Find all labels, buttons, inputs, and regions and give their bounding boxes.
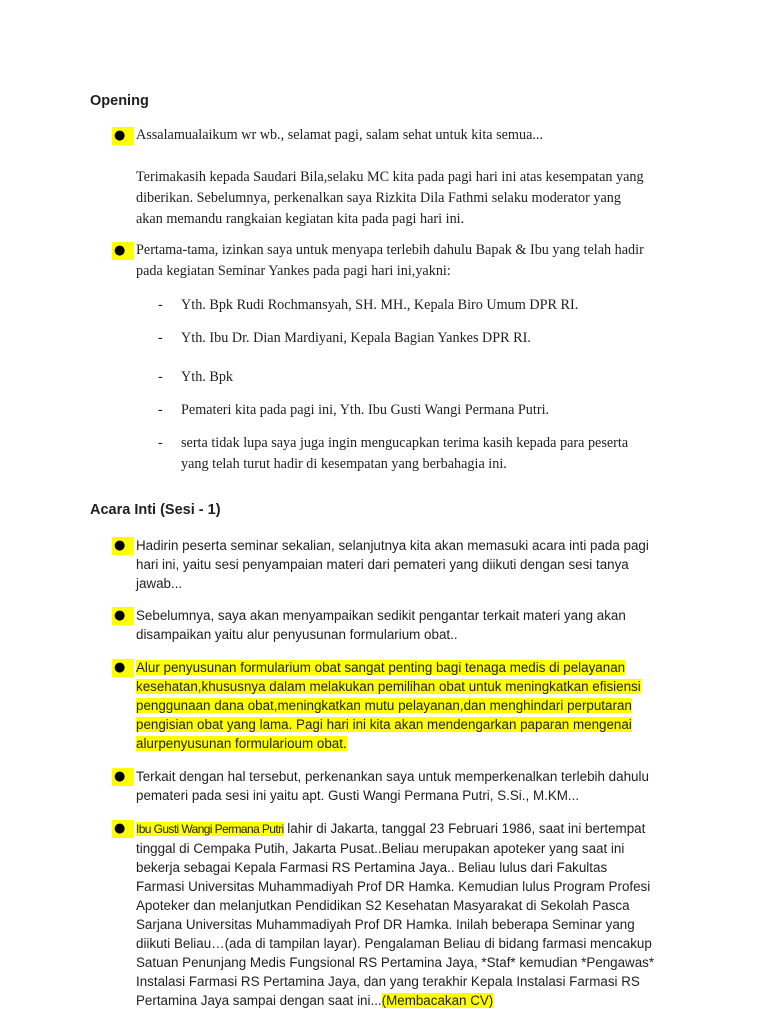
list-dash: -	[158, 297, 163, 313]
acara-paragraph: Hadirin peserta seminar sekalian, selanjutnya kita akan memasuki acara inti pada pagi hari ini, yaitu sesi penyampaian materi dari pemateri yang diikuti dengan sesi tanya jawab...	[136, 538, 649, 591]
bullet-marker: ●	[112, 537, 134, 555]
speaker-bio-text: lahir di Jakarta, tanggal 23 Februari 1986, saat ini bertempat tinggal di Cempaka Putih, Jakarta Pusat..Beliau merupakan apoteker yang saat ini bekerja sebagai Kepala Farmasi RS Pertamina Jaya.. Beliau lulus dari Fakultas Farmasi Universitas Muhammadiyah Prof DR Hamka. Kemudian lulus Program Profesi Apoteker dan melanjutkan Pendidikan S2 Kesehatan Masyarakat di Sekolah Pasca Sarjana Universitas Muhammadiyah Prof DR Hamka. Inilah beberapa Seminar yang diikuti Beliau…(ada di tampilan layar). Pengalaman Beliau di bidang farmasi mencakup Satuan Penunjang Medis Fungsional RS Pertamina Jaya, *Staf* kemudian *Pengawas* Instalasi Farmasi RS Pertamina Jaya, dan yang terakhir Kepala Instalasi Farmasi RS Pertamina Jaya sampai dengan saat ini...	[136, 821, 655, 1008]
read-cv-note: (Membacakan CV)	[381, 993, 494, 1008]
list-dash: -	[158, 369, 163, 385]
acara-paragraph: Terkait dengan hal tersebut, perkenankan saya untuk memperkenalkan terlebih dahulu pemateri pada sesi ini yaitu apt. Gusti Wangi Permana Putri, S.Si., M.KM...	[136, 769, 649, 803]
section-heading-acara-inti: Acara Inti (Sesi - 1)	[90, 502, 221, 518]
section-heading-opening: Opening	[90, 93, 149, 109]
list-dash: -	[158, 435, 163, 451]
bullet-marker: ●	[112, 607, 134, 625]
guest-item: Yth. Bpk Rudi Rochmansyah, SH. MH., Kepala Biro Umum DPR RI.	[181, 297, 579, 313]
guest-item: Yth. Bpk	[181, 369, 234, 385]
guest-item: Pemateri kita pada pagi ini, Yth. Ibu Gusti Wangi Permana Putri.	[181, 402, 550, 418]
speaker-name-highlighted: Ibu Gusti Wangi Permana Putri	[136, 822, 284, 836]
opening-intro-paragraph: Terimakasih kepada Saudari Bila,selaku MC kita pada pagi hari ini atas kesempatan yang diberikan. Sebelumnya, perkenalkan saya Rizkita Dila Fathmi selaku moderator yang akan memandu rangkaian kegiatan kita pada pagi hari ini.	[136, 169, 644, 227]
list-dash: -	[158, 330, 163, 346]
highlighted-text: Alur penyusunan formularium obat sangat penting bagi tenaga medis di pelayanan kesehatan,khususnya dalam melakukan pemilihan obat untuk meningkatkan efisiensi penggunaan dana obat,meningkatkan mutu pelayanan,dan menghindari perputaran pengisian obat yang lama. Pagi hari ini kita akan mendengarkan paparan mengenai alurpenyusunan formularioum obat.	[136, 660, 641, 751]
bullet-marker: ●	[112, 659, 134, 677]
bullet-marker: ●	[112, 242, 134, 260]
speaker-bio-paragraph	[136, 819, 696, 1010]
bullet-marker: ●	[112, 820, 134, 838]
guest-item: Yth. Ibu Dr. Dian Mardiyani, Kepala Bagian Yankes DPR RI.	[181, 330, 531, 346]
bullet-marker: ●	[112, 127, 134, 145]
acara-paragraph-highlighted	[136, 658, 696, 753]
bullet-marker: ●	[112, 768, 134, 786]
list-dash: -	[158, 402, 163, 418]
acara-paragraph: Sebelumnya, saya akan menyampaikan sedikit pengantar terkait materi yang akan disampaikan yaitu alur penyusunan formularium obat..	[136, 608, 626, 642]
opening-greeting-guests: Pertama-tama, izinkan saya untuk menyapa terlebih dahulu Bapak & Ibu yang telah hadir pada kegiatan Seminar Yankes pada pagi hari ini,yakni:	[136, 242, 644, 279]
opening-greeting: Assalamualaikum wr wb., selamat pagi, salam sehat untuk kita semua...	[136, 127, 544, 143]
guest-item: serta tidak lupa saya juga ingin mengucapkan terima kasih kepada para peserta yang telah turut hadir di kesempatan yang berbahagia ini.	[181, 435, 629, 472]
